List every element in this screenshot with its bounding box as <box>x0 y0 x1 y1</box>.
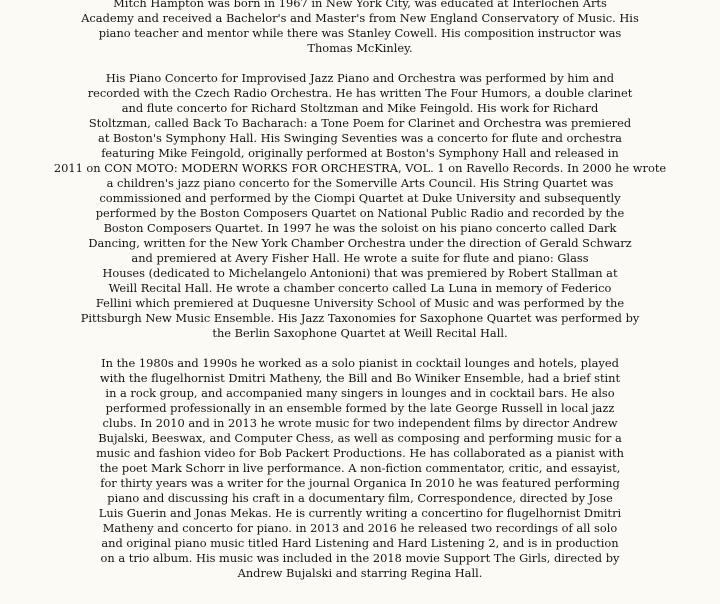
text-line: and premiered at Avery Fisher Hall. He wrote a suite for flute and piano: Glass <box>131 251 589 265</box>
text-line: recorded with the Czech Radio Orchestra. He has written The Four Humors, a double clarinet <box>87 86 633 100</box>
text-line: with the flugelhornist Dmitri Matheny, the Bill and Bo Winiker Ensemble, had a brief stint <box>99 371 621 385</box>
text-line: piano teacher and mentor while there was Stanley Cowell. His composition instructor was <box>98 26 622 40</box>
text-line: In the 1980s and 1990s he worked as a solo pianist in cocktail lounges and hotels, played <box>101 356 619 370</box>
text-line: performed by the Boston Composers Quartet on National Public Radio and recorded by the <box>95 206 625 220</box>
text-line: a children's jazz piano concerto for the Somerville Arts Council. His String Quartet was <box>106 176 614 190</box>
text-line: on a trio album. His music was included in the 2018 movie Support The Girls, directed by <box>100 551 620 565</box>
bio-paragraph-career <box>8 356 712 581</box>
bio-paragraph-education <box>8 0 712 56</box>
text-line: His Piano Concerto for Improvised Jazz Piano and Orchestra was performed by him and <box>105 71 615 85</box>
text-line: 2011 on CON MOTO: MODERN WORKS FOR ORCHESTRA, VOL. 1 on Ravello Records. In 2000 he wrote <box>53 161 667 175</box>
text-line: Matheny and concerto for piano. in 2013 and 2016 he released two recordings of all solo <box>102 521 618 535</box>
text-line: Mitch Hampton was born in 1967 in New York City, was educated at Interlochen Arts <box>113 0 607 10</box>
text-line: the poet Mark Schorr in live performance. A non-fiction commentator, critic, and essayist, <box>99 461 621 475</box>
text-line: Pittsburgh New Music Ensemble. His Jazz Taxonomies for Saxophone Quartet was performed by <box>80 311 640 325</box>
text-line: clubs. In 2010 and in 2013 he wrote music for two independent films by director Andrew <box>102 416 618 430</box>
text-line: commissioned and performed by the Ciompi Quartet at Duke University and subsequently <box>99 191 621 205</box>
text-line: and original piano music titled Hard Listening and Hard Listening 2, and is in production <box>101 536 619 550</box>
text-line: Stoltzman, called Back To Bacharach: a Tone Poem for Clarinet and Orchestra was premiered <box>88 116 632 130</box>
text-line: Houses (dedicated to Michelangelo Antonioni) that was premiered by Robert Stallman at <box>102 266 618 280</box>
text-line: Bujalski, Beeswax, and Computer Chess, as well as composing and performing music for a <box>98 431 622 445</box>
text-line: performed professionally in an ensemble formed by the late George Russell in local jazz <box>105 401 615 415</box>
text-line: featuring Mike Feingold, originally performed at Boston's Symphony Hall and released in <box>101 146 619 160</box>
text-line: for thirty years was a writer for the journal Organica In 2010 he was featured performing <box>100 476 620 490</box>
text-line: and flute concerto for Richard Stoltzman and Mike Feingold. His work for Richard <box>121 101 599 115</box>
text-line: the Berlin Saxophone Quartet at Weill Recital Hall. <box>212 326 508 340</box>
text-line: at Boston's Symphony Hall. His Swinging Seventies was a concerto for flute and orchestra <box>98 131 622 145</box>
text-line: Luis Guerin and Jonas Mekas. He is currently writing a concertino for flugelhornist Dmitri <box>98 506 622 520</box>
bio-paragraph-works <box>8 71 712 341</box>
text-line: Academy and received a Bachelor's and Master's from New England Conservatory of Music. His <box>81 11 639 25</box>
text-line: Thomas McKinley. <box>307 41 413 55</box>
text-line: music and fashion video for Bob Packert Productions. He has collaborated as a pianist with <box>96 446 624 460</box>
text-line: Andrew Bujalski and starring Regina Hall. <box>237 566 483 580</box>
text-line: Weill Recital Hall. He wrote a chamber concerto called La Luna in memory of Federico <box>108 281 612 295</box>
text-line: Dancing, written for the New York Chamber Orchestra under the direction of Gerald Schwarz <box>88 236 632 250</box>
text-line: piano and discussing his craft in a documentary film, Correspondence, directed by Jose <box>107 491 613 505</box>
text-line: Fellini which premiered at Duquesne University School of Music and was performed by the <box>95 296 625 310</box>
text-line: in a rock group, and accompanied many singers in lounges and in cocktail bars. He also <box>105 386 615 400</box>
text-line: Boston Composers Quartet. In 1997 he was the soloist on his piano concerto called Dark <box>103 221 617 235</box>
